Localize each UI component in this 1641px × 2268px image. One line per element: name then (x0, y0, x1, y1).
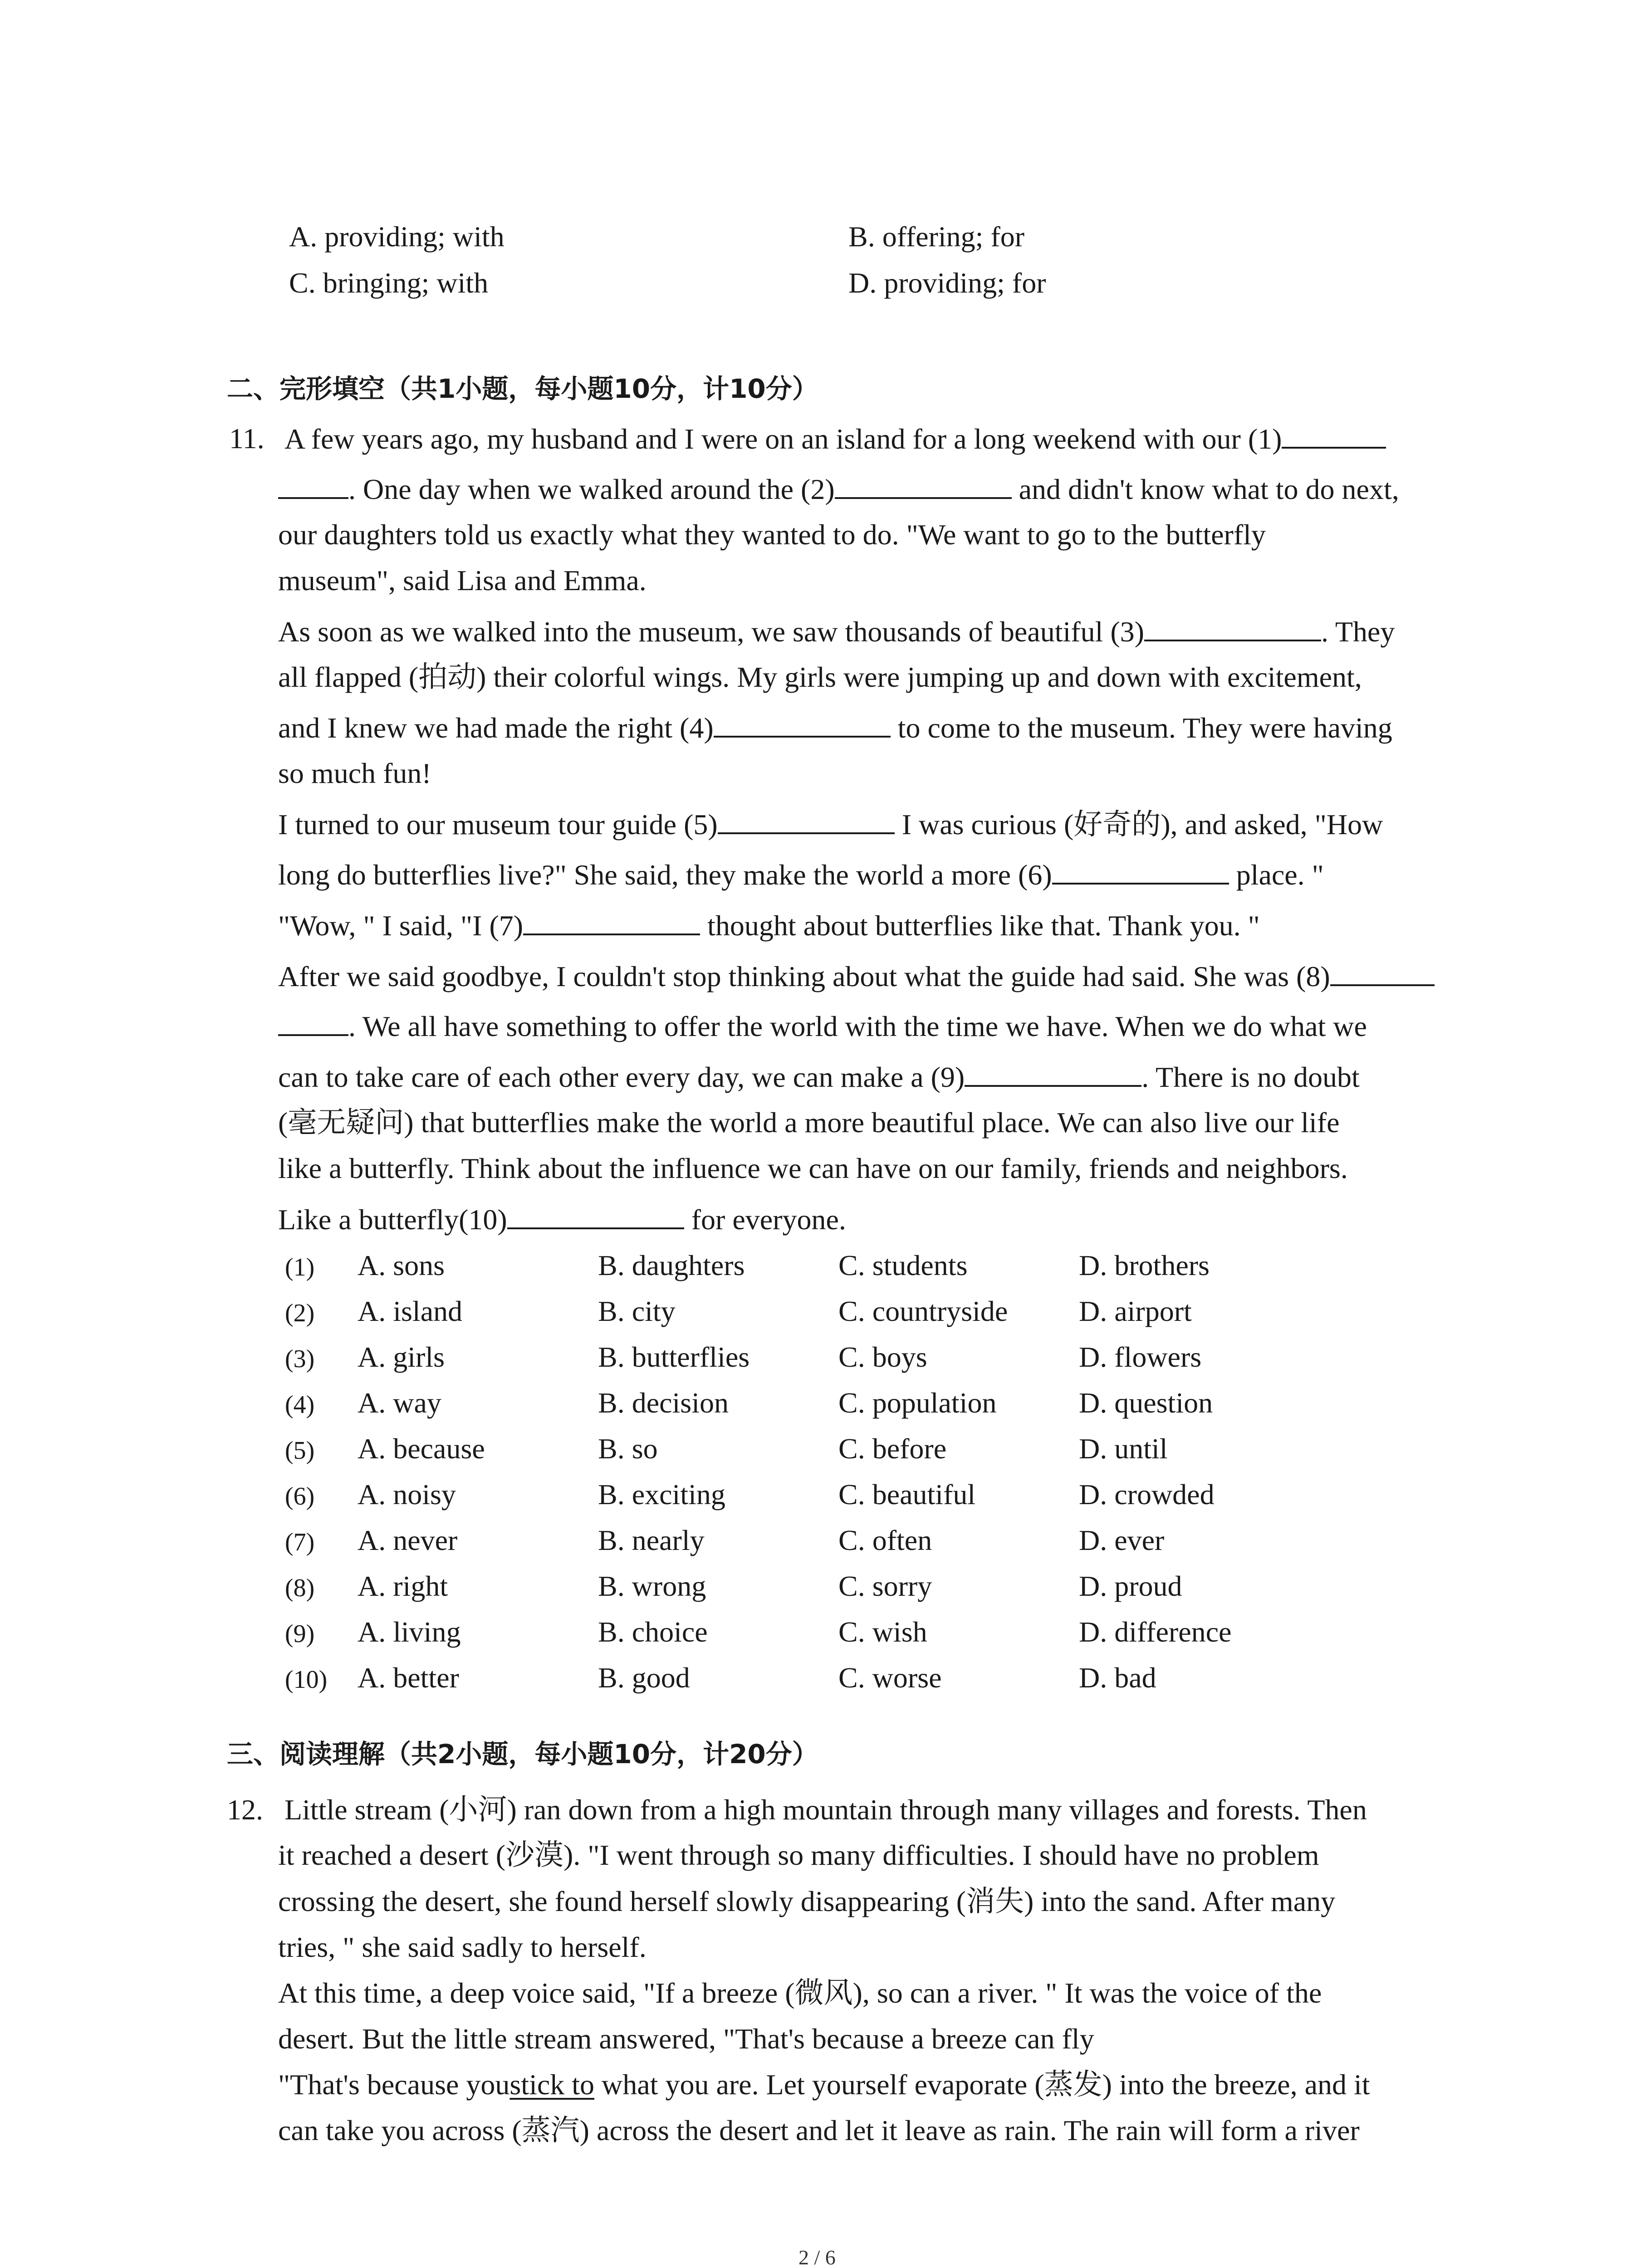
prev-option-a: A. providing; with (289, 220, 505, 253)
q11-line: (毫无疑问) that butterflies make the world a more beautiful place. We can also live our life (278, 1106, 1340, 1139)
option-b[interactable]: B. exciting (598, 1478, 725, 1510)
option-a[interactable]: A. living (358, 1616, 461, 1648)
option-c[interactable]: C. countryside (838, 1295, 1008, 1327)
option-b[interactable]: B. decision (598, 1387, 729, 1419)
option-d[interactable]: D. bad (1079, 1662, 1156, 1694)
option-b[interactable]: B. wrong (598, 1570, 706, 1602)
option-b[interactable]: B. butterflies (598, 1341, 750, 1373)
q11-line: As soon as we walked into the museum, we saw thousands of beautiful (3) . They (278, 616, 1395, 648)
q11-line: I turned to our museum tour guide (5) I was curious (好奇的), and asked, "How (278, 808, 1383, 841)
option-d[interactable]: D. brothers (1079, 1249, 1210, 1281)
option-a[interactable]: A. better (358, 1662, 459, 1694)
option-c[interactable]: C. often (838, 1524, 932, 1556)
exam-page: A. providing; with B. offering; for C. bringing; with D. providing; for 二、完形填空（共1小题，每小题10分，计10分） 11. A few years ago, my husband and I were on an island for a long weekend with our (1) . One day when we walked around the (2) and didn't know what to do next, our daughters told us exactly what they wanted to do. "We want to go to the butterfly museum", said Lisa and Emma. As soon as we walked into the museum, we saw thousands of beautiful (3) . They all flapped (拍动) their colorful wings. My girls were jumping up and down with excitement, and I knew we had made the right (4) to come to the museum. They were having so much fun! I turned to our museum tour guide (5) I was curious (好奇的), and asked, "How long do butterflies live?" She said, they make the world a more (6) place. " "Wow, " I said, "I (7) thought about butterflies like that. Thank you. " After we said goodbye, I couldn't stop thinking about what the guide had said. She was (8) . We all have something to offer the world with the time we have. When we do what we can to take care of each other every day, we can make a (9) . There is no doubt (毫无疑问) that butterflies make the world a more beautiful place. We can also live our life like a butterfly. Think about the influence we can have on our family, friends and neighbors. Like a butterfly(10) for everyone. (1) A. sons B. daughters C. students D. brothers (2) A. island B. city C. countryside D. airport (3) A. girls B. butterflies C. boys D. flowers (4) A. way B. decision C. population D. question (5) A. because B. so C. before D. until (6) A. noisy B. exciting C. beautiful D. crowded (7) A. never B. nearly C. often D. ever (8) A. right B. wrong C. sorry D. proud (9) A. living B. choice C. wish D. difference (10) A. better B. good C. worse D. bad 三、阅读理解（共2小题，每小题10分，计20分） 12. Little stream (小河) ran down from a high mountain through many villages and forests. Then it reached a desert (沙漠). "I went through so many difficulties. I should have no problem crossing the desert, she found herself slowly disappearing (消失) into the sand. After many tries, " she said sadly to herself. At this time, a deep voice said, "If a breeze (微风), so can a river. " It was the voice of the desert. But the little stream answered, "That's because a breeze can fly "That's because youstick to what you are. Let yourself evaporate (蒸发) into the breeze, and it can take you across (蒸汽) across the desert and let it leave as rain. The rain will form a river 2 / 6 (0, 0, 1641, 2268)
option-d[interactable]: D. difference (1079, 1616, 1232, 1648)
option-a[interactable]: A. way (358, 1387, 441, 1419)
option-d[interactable]: D. until (1079, 1432, 1168, 1465)
q12-line: it reached a desert (沙漠). "I went through so many difficulties. I should have no problem (278, 1839, 1319, 1871)
q12-line: "That's because youstick to what you are. Let yourself evaporate (蒸发) into the breeze, and it (278, 2068, 1370, 2101)
option-d[interactable]: D. airport (1079, 1295, 1192, 1327)
q12-line: tries, " she said sadly to herself. (278, 1931, 647, 1963)
q11-line: museum", said Lisa and Emma. (278, 564, 647, 596)
option-d[interactable]: D. proud (1079, 1570, 1182, 1602)
prev-option-b: B. offering; for (848, 220, 1025, 253)
q11-line: "Wow, " I said, "I (7) thought about butterflies like that. Thank you. " (278, 909, 1260, 942)
option-a[interactable]: A. right (358, 1570, 448, 1602)
q12-line: Little stream (小河) ran down from a high mountain through many villages and forests. Then (284, 1794, 1367, 1826)
option-c[interactable]: C. boys (838, 1341, 927, 1373)
option-a[interactable]: A. girls (358, 1341, 445, 1373)
section-title-reading: 三、阅读理解（共2小题，每小题10分，计20分） (227, 1739, 818, 1769)
option-d[interactable]: D. crowded (1079, 1478, 1215, 1510)
q11-line: all flapped (拍动) their colorful wings. My girls were jumping up and down with excitement, (278, 661, 1362, 693)
option-b[interactable]: B. so (598, 1432, 658, 1465)
option-b[interactable]: B. good (598, 1662, 690, 1694)
q11-line: long do butterflies live?" She said, they make the world a more (6) place. " (278, 859, 1324, 891)
option-b[interactable]: B. daughters (598, 1249, 745, 1281)
question-number-11: 11. (229, 422, 265, 455)
question-number-12: 12. (227, 1794, 263, 1826)
option-c[interactable]: C. before (838, 1432, 947, 1465)
q11-line: Like a butterfly(10) for everyone. (278, 1203, 846, 1236)
q11-line: our daughters told us exactly what they wanted to do. "We want to go to the butterfly (278, 518, 1266, 551)
option-a[interactable]: A. island (358, 1295, 463, 1327)
prev-option-c: C. bringing; with (289, 267, 489, 299)
q11-line: and I knew we had made the right (4) to come to the museum. They were having (278, 712, 1392, 744)
option-b[interactable]: B. choice (598, 1616, 708, 1648)
option-c[interactable]: C. worse (838, 1662, 942, 1694)
option-d[interactable]: D. ever (1079, 1524, 1165, 1556)
q11-line: A few years ago, my husband and I were on an island for a long weekend with our (1) (284, 424, 1386, 454)
option-a[interactable]: A. noisy (358, 1478, 456, 1510)
option-c[interactable]: C. sorry (838, 1570, 932, 1602)
option-a[interactable]: A. because (358, 1432, 485, 1465)
q11-line: . We all have something to offer the world with the time we have. When we do what we (278, 1012, 1367, 1041)
q12-line: crossing the desert, she found herself slowly disappearing (消失) into the sand. After many (278, 1885, 1336, 1917)
q11-line: After we said goodbye, I couldn't stop thinking about what the guide had said. She was (8) (278, 962, 1435, 991)
q12-line: desert. But the little stream answered, "That's because a breeze can fly (278, 2023, 1094, 2055)
q12-line: At this time, a deep voice said, "If a breeze (微风), so can a river. " It was the voice of the (278, 1977, 1322, 2009)
underlined-phrase: stick to (509, 2068, 595, 2101)
section-title-cloze: 二、完形填空（共1小题，每小题10分，计10分） (227, 373, 818, 404)
option-b[interactable]: B. nearly (598, 1524, 705, 1556)
q11-line: . One day when we walked around the (2) and didn't know what to do next, (278, 474, 1399, 504)
q11-line: can to take care of each other every day, we can make a (9) . There is no doubt (278, 1061, 1360, 1093)
option-a[interactable]: A. sons (358, 1249, 445, 1281)
q11-line: like a butterfly. Think about the influence we can have on our family, friends and neighbors. (278, 1152, 1348, 1184)
q12-line: can take you across (蒸汽) across the desert and let it leave as rain. The rain will form a river (278, 2114, 1360, 2146)
option-c[interactable]: C. population (838, 1387, 997, 1419)
option-c[interactable]: C. wish (838, 1616, 927, 1648)
option-c[interactable]: C. students (838, 1249, 968, 1281)
option-b[interactable]: B. city (598, 1295, 676, 1327)
option-d[interactable]: D. question (1079, 1387, 1213, 1419)
prev-option-d: D. providing; for (848, 267, 1046, 299)
q11-line: so much fun! (278, 757, 431, 789)
option-a[interactable]: A. never (358, 1524, 458, 1556)
option-d[interactable]: D. flowers (1079, 1341, 1202, 1373)
option-c[interactable]: C. beautiful (838, 1478, 976, 1510)
page-number: 2 / 6 (798, 2246, 836, 2268)
